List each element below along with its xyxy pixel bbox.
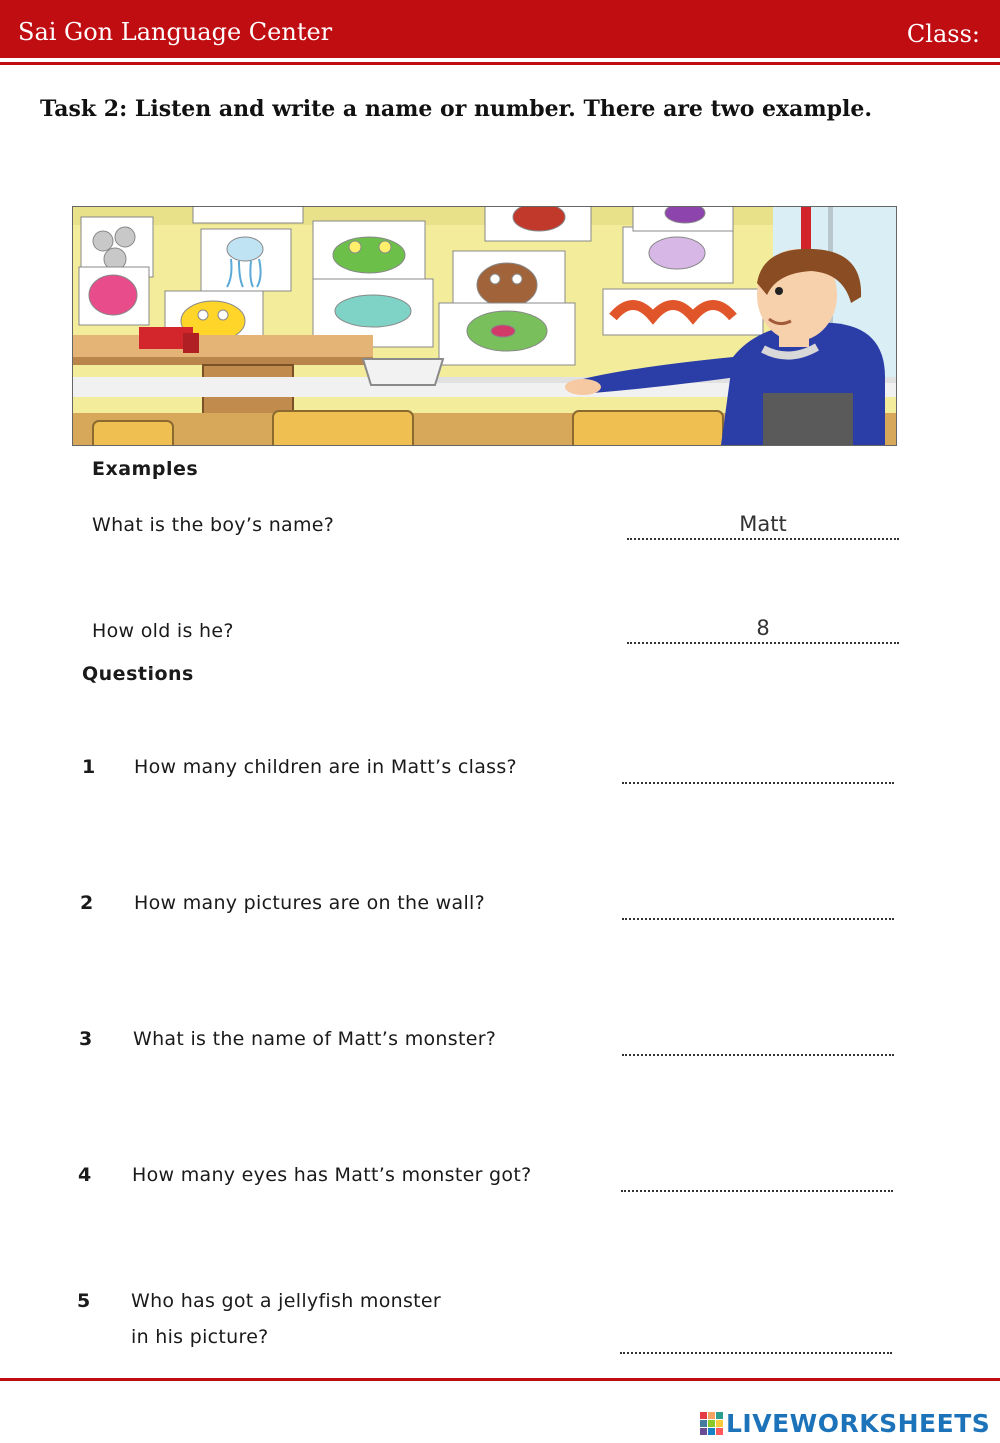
header-bar <box>0 0 1000 58</box>
example-question-2: How old is he? <box>92 620 234 642</box>
example-answer-2 <box>627 612 899 644</box>
example-answer-2-text: 8 <box>756 616 770 640</box>
question-1-number: 1 <box>82 756 96 778</box>
task-title: Task 2: Listen and write a name or number. There are two example. <box>40 96 873 122</box>
question-5-text-line2: in his picture? <box>131 1326 269 1348</box>
example-question-1: What is the boy’s name? <box>92 514 335 536</box>
question-3-answer[interactable] <box>622 1024 894 1056</box>
question-5-text: Who has got a jellyfish monster <box>131 1290 442 1312</box>
question-2-text: How many pictures are on the wall? <box>134 892 485 914</box>
question-3-number: 3 <box>79 1028 93 1050</box>
question-1-answer[interactable] <box>622 752 894 784</box>
question-2-number: 2 <box>80 892 94 914</box>
footer-divider <box>0 1378 1000 1381</box>
center-name: Sai Gon Language Center <box>18 18 333 46</box>
class-label: Class: <box>906 20 980 48</box>
classroom-illustration <box>72 206 897 446</box>
example-answer-1-text: Matt <box>739 512 787 536</box>
question-4-answer[interactable] <box>621 1160 893 1192</box>
example-answer-1 <box>627 508 899 540</box>
questions-heading: Questions <box>82 663 194 685</box>
question-2-answer[interactable] <box>622 888 894 920</box>
logo-mark-icon <box>700 1412 724 1436</box>
question-3-text: What is the name of Matt’s monster? <box>133 1028 497 1050</box>
question-5-answer[interactable] <box>620 1322 892 1354</box>
examples-heading: Examples <box>92 458 199 480</box>
question-5-number: 5 <box>77 1290 91 1312</box>
question-4-number: 4 <box>78 1164 92 1186</box>
question-1-text: How many children are in Matt’s class? <box>134 756 517 778</box>
header-divider <box>0 62 1000 65</box>
logo-text: LIVEWORKSHEETS <box>726 1409 991 1438</box>
question-4-text: How many eyes has Matt’s monster got? <box>132 1164 532 1186</box>
